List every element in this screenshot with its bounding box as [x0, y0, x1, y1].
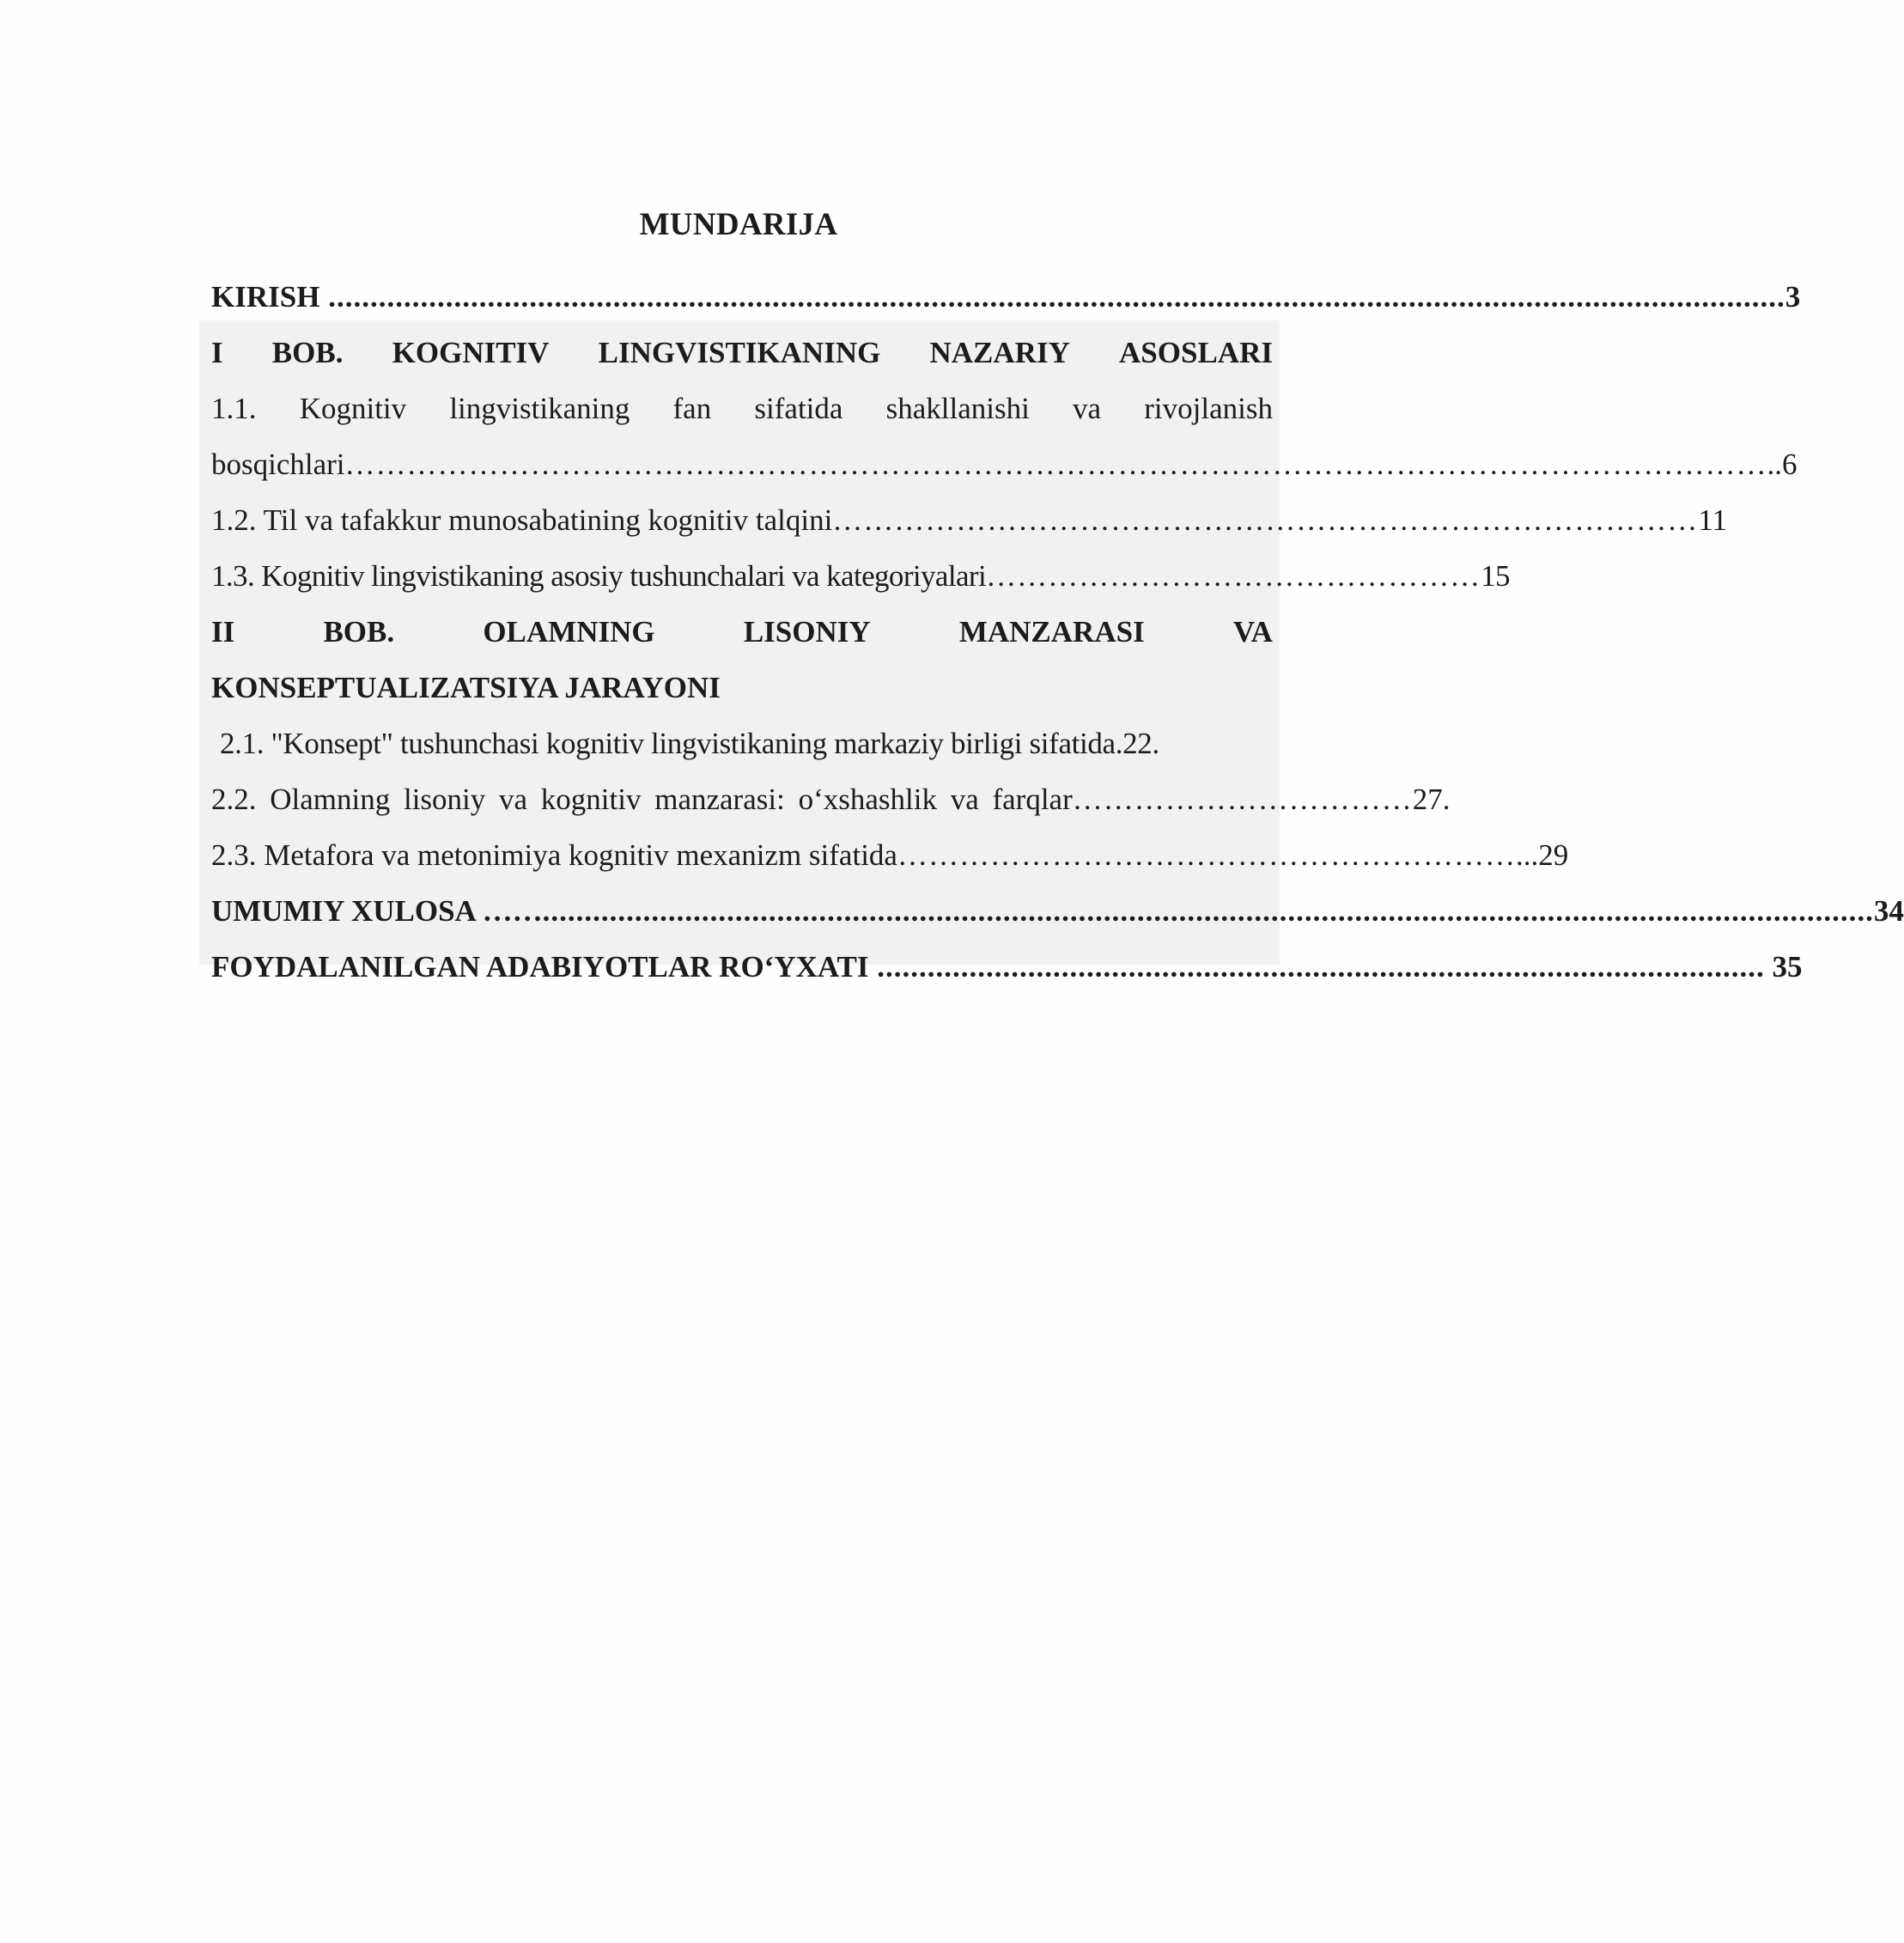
- toc-word: BOB.: [271, 336, 344, 369]
- toc-entry-1-3[interactable]: [211, 548, 1510, 604]
- dot-leader: …………………………………………………………………………: [832, 503, 1699, 537]
- toc-chapter-1[interactable]: [211, 325, 1273, 381]
- toc-entry-1-1-continued[interactable]: [211, 436, 1798, 492]
- dot-leader: ..............................................................................................................................................................................: [319, 280, 1785, 314]
- toc-entry-label: bosqichlari: [211, 448, 345, 481]
- toc-chapter-2[interactable]: [211, 604, 1273, 660]
- toc-word: LINGVISTIKANING: [598, 336, 881, 369]
- toc-word: KOGNITIV: [392, 336, 550, 369]
- toc-entry-1-1[interactable]: [211, 381, 1273, 436]
- toc-word: ASOSLARI: [1119, 336, 1273, 369]
- toc-entry-label: KONSEPTUALIZATSIYA JARAYONI: [211, 671, 721, 704]
- toc-entry-kirish[interactable]: [211, 269, 1801, 325]
- toc-page-number-value: 35: [1772, 950, 1803, 984]
- toc-page-number: 3: [1785, 280, 1801, 314]
- toc-word: OLAMNING: [483, 615, 655, 649]
- toc-page-number: ...29: [1515, 838, 1569, 872]
- toc-entry-label: FOYDALANILGAN ADABIYOTLAR RO‘YXATI: [211, 950, 869, 984]
- toc-word: I: [211, 336, 223, 369]
- toc-word: II: [211, 615, 235, 649]
- toc-word: lingvistikaning: [449, 392, 630, 425]
- page-title: MUNDARIJA: [639, 207, 838, 242]
- toc-word: LISONIY: [743, 615, 871, 649]
- toc-entry-label: 1.2. Til va tafakkur munosabatining kognitiv talqini: [211, 503, 833, 537]
- toc-page-number: 34: [1873, 894, 1904, 928]
- toc-word: MANZARASI: [958, 615, 1145, 649]
- toc-chapter-2-continued[interactable]: [211, 660, 1273, 716]
- toc-page-number: [1765, 939, 1803, 995]
- dot-leader: …………………………………………: [986, 559, 1481, 593]
- toc-word: Kognitiv: [299, 392, 407, 425]
- toc-page-number: 27.: [1412, 783, 1451, 816]
- toc-entry-label: 2.2. Olamning lisoniy va kognitiv manzarasi: o‘xshashlik va farqlar: [211, 783, 1073, 816]
- toc-entry-xulosa[interactable]: [211, 883, 1904, 939]
- toc-word: shakllanishi: [885, 392, 1030, 425]
- toc-page-number: 15: [1481, 559, 1510, 593]
- toc-word: va: [1073, 392, 1102, 425]
- toc-page-number-value: 29: [1538, 838, 1569, 872]
- dot-leader: ……………………………………………………: [897, 838, 1516, 872]
- toc-entry-1-2[interactable]: [211, 492, 1727, 548]
- toc-entry-label: 2.1. "Konsept" tushunchasi kognitiv lingvistikaning markaziy birligi sifatida.22.: [220, 727, 1159, 760]
- toc-entry-adabiyotlar[interactable]: [211, 939, 1803, 995]
- toc-page-number: 11: [1698, 503, 1727, 537]
- toc-entry-2-1[interactable]: [211, 716, 1273, 771]
- dot-leader: …………………………………………………………………………………………………………………………: [344, 448, 1767, 481]
- toc-word: fan: [672, 392, 712, 425]
- dot-leader: ……………………………: [1072, 783, 1413, 816]
- toc-entry-label: 2.3. Metafora va metonimiya kognitiv mexanizm sifatida: [211, 838, 897, 872]
- toc-entry-label: KIRISH: [211, 280, 320, 314]
- toc-word: NAZARIY: [929, 336, 1070, 369]
- toc-word: VA: [1232, 615, 1273, 649]
- toc-entry-label: 1.3. Kognitiv lingvistikaning asosiy tushunchalari va kategoriyalari: [211, 559, 987, 593]
- dot-leader: ..........................................................................................................: [868, 950, 1765, 984]
- toc-entry-label: UMUMIY XULOSA ……: [211, 894, 543, 928]
- toc-word: BOB.: [323, 615, 395, 649]
- toc-entry-2-3[interactable]: [211, 827, 1569, 883]
- dot-leader: ...............................................................................................................................................................: [542, 894, 1874, 928]
- toc-page-number-value: 6: [1782, 448, 1798, 481]
- toc-page-number: ..6: [1767, 448, 1798, 481]
- toc-word: sifatida: [754, 392, 843, 425]
- toc-word: 1.1.: [211, 392, 257, 425]
- toc-word: rivojlanish: [1144, 392, 1273, 425]
- toc-entry-2-2[interactable]: [211, 771, 1451, 827]
